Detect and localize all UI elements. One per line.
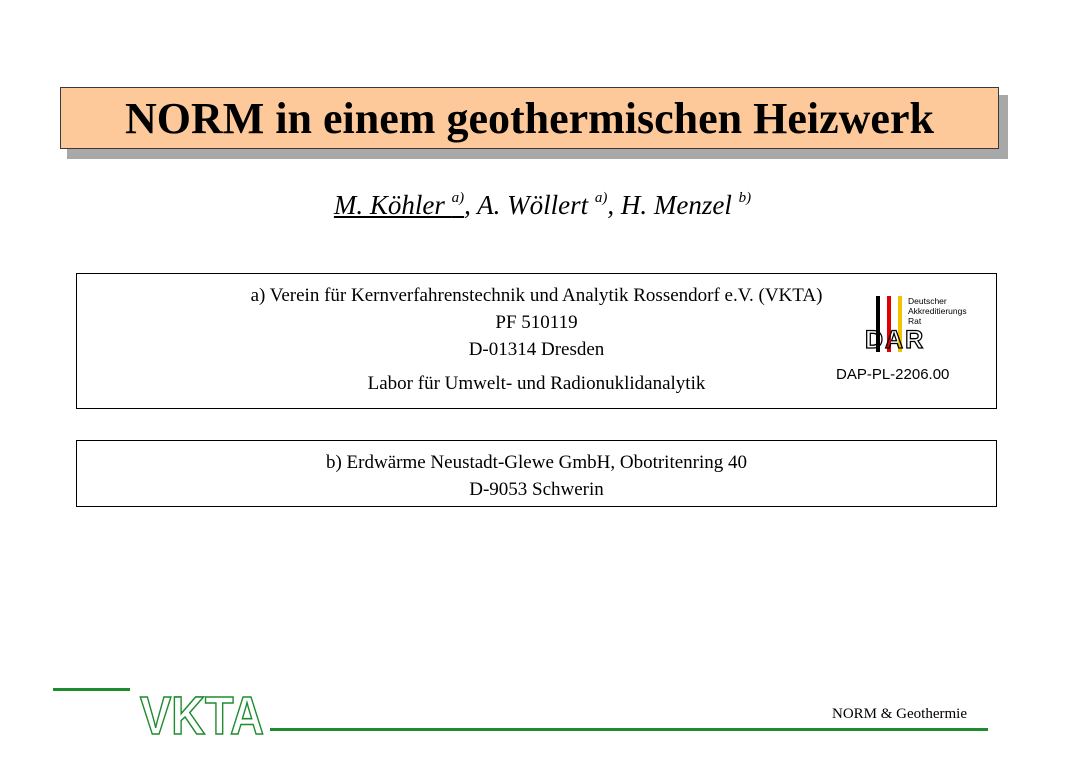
affiliation-a-line2: PF 510119 <box>495 312 578 333</box>
dar-logo-letters: DAR <box>865 326 926 354</box>
affiliation-a-line4: Labor für Umwelt- und Radionuklidanalytik <box>367 373 706 394</box>
affiliation-b-line1: b) Erdwärme Neustadt-Glewe GmbH, Obotritenring 40 <box>325 452 748 473</box>
author-sep-2: , <box>607 190 621 220</box>
author-name-2: A. Wöllert <box>477 190 595 220</box>
slide-title: NORM in einem geothermischen Heizwerk <box>60 87 999 149</box>
vkta-logo-text: VKTA <box>140 686 264 746</box>
author-line <box>0 190 1085 221</box>
footer-label: NORM & Geothermie <box>832 706 967 722</box>
affiliation-a-line3: D-01314 Dresden <box>468 339 605 360</box>
author-affil-1: a) <box>451 190 465 206</box>
footer-green-line <box>270 728 988 731</box>
affiliation-a-line1: a) Verein für Kernverfahrenstechnik und Analytik Rossendorf e.V. (VKTA) <box>250 285 823 306</box>
dar-logo-text-2: Akkreditierungs <box>908 306 967 316</box>
author-affil-2: a) <box>594 190 608 206</box>
dar-logo-text-3: Rat <box>908 316 922 326</box>
author-sep-1: , <box>464 190 478 220</box>
footer-green-line-left <box>53 688 130 691</box>
author-name-1: M. Köhler $^{a)}$ <box>333 190 465 220</box>
dar-logo-text-1: Deutscher <box>908 296 947 306</box>
vkta-logo-icon <box>138 684 266 746</box>
affiliation-b-line2: D-9053 Schwerin <box>469 479 604 500</box>
affiliation-a-box <box>76 273 997 409</box>
accreditation-code: DAP-PL-2206.00 <box>836 366 950 383</box>
affiliation-b-box <box>76 440 997 507</box>
author-name-3: H. Menzel <box>620 190 739 220</box>
author-affil-3: b) <box>738 190 752 206</box>
